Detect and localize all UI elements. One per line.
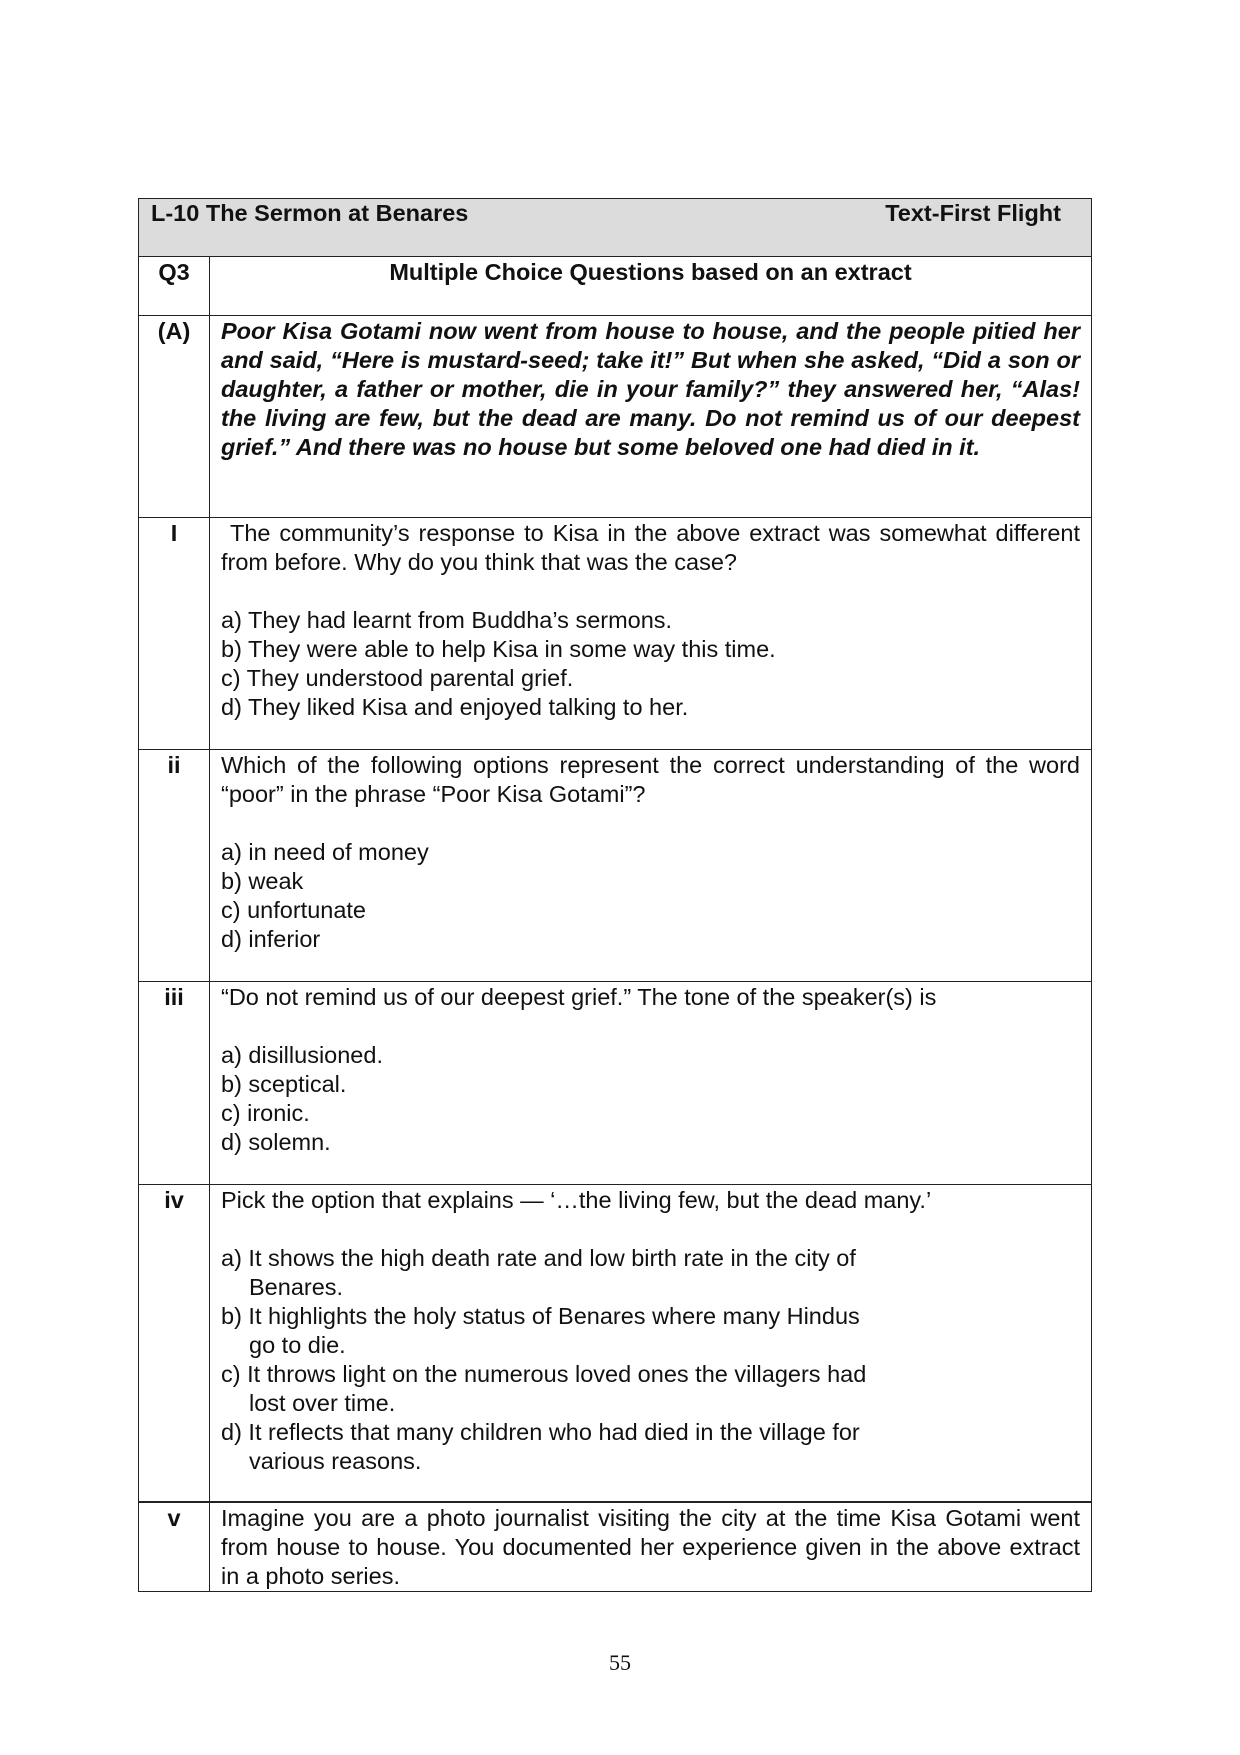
question-number: ii — [139, 750, 210, 982]
section-title-cell — [210, 257, 1092, 316]
question-number: I — [139, 518, 210, 750]
question-text: Imagine you are a photo journalist visiting the city at the time Kisa Gotami went from house to house. You documented her experience given in the above extract in a photo series. — [221, 1505, 1080, 1589]
option-item: b) It highlights the holy status of Benares where many Hindus go to die. — [221, 1303, 860, 1358]
question-text: Pick the option that explains — ‘…the living few, but the dead many.’ — [221, 1187, 932, 1213]
table-header — [139, 199, 1092, 257]
lesson-title: L-10 The Sermon at Benares — [151, 200, 469, 226]
page-number: 55 — [609, 1650, 631, 1675]
question-cell — [210, 518, 1092, 750]
question-cell — [210, 1502, 1092, 1592]
option-item: d) inferior — [221, 926, 321, 952]
option-list — [221, 1244, 881, 1476]
option-list — [221, 838, 1080, 954]
section-title: Multiple Choice Questions based on an extract — [389, 259, 912, 285]
option-item: a) They had learnt from Buddha’s sermons. — [221, 607, 673, 633]
extract-text: Poor Kisa Gotami now went from house to house, and the people pitied her and said, “Here is mustard-seed; take it!” But when she asked, “Did a son or daughter, a father or mother, die in your family?” they answered her, “Alas! the living are few, but the dead are many. Do not remind us of our deepest grief.” And there was no house but some beloved one had died in it. — [221, 318, 1080, 460]
question-cell — [210, 982, 1092, 1185]
option-item: c) It throws light on the numerous loved ones the villagers had lost over time. — [221, 1361, 867, 1416]
option-item: c) ironic. — [221, 1100, 310, 1126]
option-item: b) sceptical. — [221, 1071, 347, 1097]
question-text: The community’s response to Kisa in the above extract was somewhat different from before. Why do you think that was the case? — [221, 520, 1087, 575]
option-list — [221, 1041, 1080, 1157]
option-item: c) They understood parental grief. — [221, 665, 574, 691]
question-text: “Do not remind us of our deepest grief.” The tone of the speaker(s) is — [221, 984, 937, 1010]
extract-label: (A) — [139, 316, 210, 518]
textbook-name: Text-First Flight — [885, 200, 1061, 226]
question-text: Which of the following options represent the correct understanding of the word “poor” in the phrase “Poor Kisa Gotami”? — [221, 752, 1080, 807]
question-cell — [210, 750, 1092, 982]
option-item: d) They liked Kisa and enjoyed talking to her. — [221, 694, 689, 720]
question-number: iii — [139, 982, 210, 1185]
extract-cell — [210, 316, 1092, 518]
question-number: iv — [139, 1185, 210, 1503]
option-item: b) They were able to help Kisa in some way this time. — [221, 636, 776, 662]
option-item: d) It reflects that many children who had died in the village for various reasons. — [221, 1419, 860, 1474]
option-item: c) unfortunate — [221, 897, 367, 923]
option-item: a) in need of money — [221, 839, 429, 865]
question-cell — [210, 1185, 1092, 1503]
option-item: d) solemn. — [221, 1129, 331, 1155]
option-item: b) weak — [221, 868, 304, 894]
option-item: a) disillusioned. — [221, 1042, 383, 1068]
question-table — [138, 198, 1092, 1592]
option-item: a) It shows the high death rate and low birth rate in the city of Benares. — [221, 1245, 856, 1300]
question-number: v — [139, 1502, 210, 1592]
option-list — [221, 606, 1080, 722]
question-number: Q3 — [139, 257, 210, 316]
